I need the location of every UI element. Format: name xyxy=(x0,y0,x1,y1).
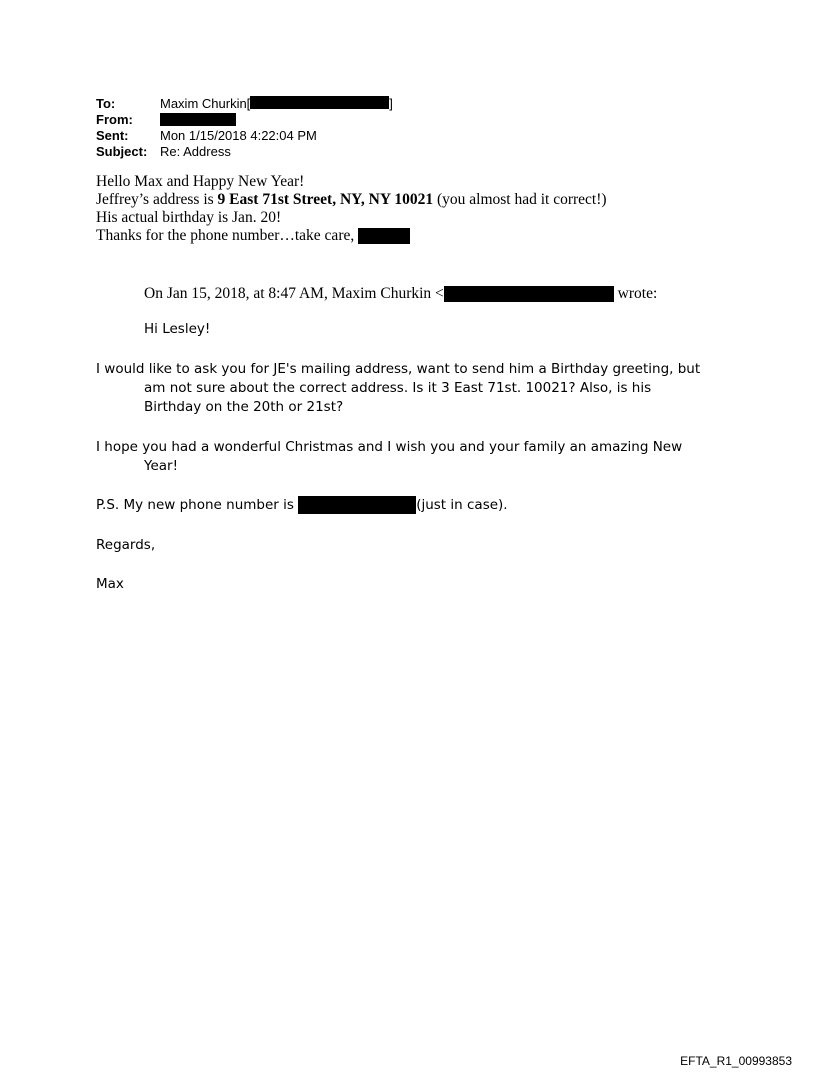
quoted-attribution xyxy=(144,285,657,303)
quoted-closing: Regards, xyxy=(96,537,156,553)
para1-line3: Birthday on the 20th or 21st? xyxy=(144,399,344,415)
from-label: From: xyxy=(96,112,133,127)
sent-row xyxy=(96,128,393,144)
reply-greeting: Hello Max and Happy New Year! xyxy=(96,173,305,190)
redaction-signoff-name xyxy=(358,228,410,244)
subject-row xyxy=(96,144,393,160)
ps-prefix: P.S. My new phone number is xyxy=(96,497,299,513)
to-label: To: xyxy=(96,96,116,111)
redaction-sender-email xyxy=(444,286,614,302)
attribution-suffix: wrote: xyxy=(613,285,658,302)
to-value: Maxim Churkin[ xyxy=(160,96,251,111)
quoted-ps xyxy=(96,496,508,515)
redaction-phone-number xyxy=(298,496,416,514)
reply-address-prefix: Jeffrey’s address is xyxy=(96,191,218,208)
attribution-prefix: On Jan 15, 2018, at 8:47 AM, Maxim Churkin < xyxy=(144,285,444,302)
reply-body xyxy=(96,173,607,245)
to-close: ] xyxy=(389,96,393,111)
reply-address-line xyxy=(96,191,607,209)
email-header xyxy=(96,96,393,160)
reply-thanks-text: Thanks for the phone number…take care, xyxy=(96,227,359,244)
reply-thanks-line xyxy=(96,227,607,245)
para2-line2: Year! xyxy=(144,458,178,474)
redaction-from xyxy=(160,113,236,126)
bates-number: EFTA_R1_00993853 xyxy=(680,1054,792,1068)
sent-value: Mon 1/15/2018 4:22:04 PM xyxy=(160,128,317,143)
quoted-signature: Max xyxy=(96,576,124,592)
quoted-paragraph-2 xyxy=(96,438,682,476)
reply-address-suffix: (you almost had it correct!) xyxy=(433,191,607,208)
subject-label: Subject: xyxy=(96,144,148,159)
para1-line2: am not sure about the correct address. Is it 3 East 71st. 10021? Also, is his xyxy=(144,380,652,396)
quoted-greeting: Hi Lesley! xyxy=(144,321,211,337)
ps-suffix: (just in case). xyxy=(416,497,508,513)
para2-line1: I hope you had a wonderful Christmas and I wish you and your family an amazing New xyxy=(96,439,683,455)
redaction-to-email xyxy=(250,96,389,109)
from-row xyxy=(96,112,393,128)
sent-label: Sent: xyxy=(96,128,129,143)
to-row xyxy=(96,96,393,112)
reply-address: 9 East 71st Street, NY, NY 10021 xyxy=(217,191,434,208)
subject-value: Re: Address xyxy=(160,144,231,159)
para1-line1: I would like to ask you for JE's mailing address, want to send him a Birthday greeting, but xyxy=(96,361,701,377)
reply-birthday-line: His actual birthday is Jan. 20! xyxy=(96,209,282,226)
quoted-paragraph-1 xyxy=(96,360,700,417)
